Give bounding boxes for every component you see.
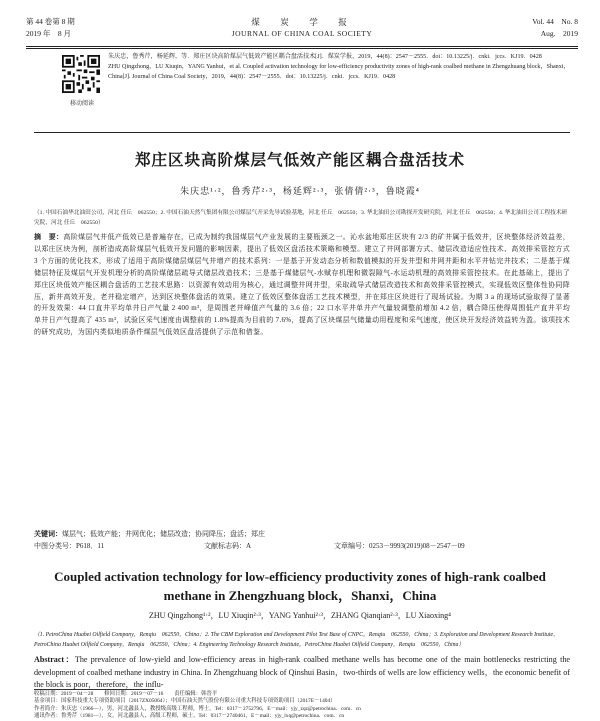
citation-cn: 朱庆忠，鲁秀芹，杨延辉，等．郑庄区块高阶煤层气低效产能区耦合盘活技术[J]．煤炭学报，2019，44(8)：2547－2555．doi：10.13225/j．cnki．jccs．KJ19．0428	[108, 54, 542, 60]
footnote-rule	[34, 689, 154, 690]
header-center	[26, 16, 578, 40]
header-right	[532, 16, 578, 40]
footnote-corresponding-author: 通讯作者：鲁秀芹（1981—），女，河北蠡县人，高级工程师，硕士。Tel：0317－2740461，E－mail：yjy_lxq@petrochina．com．cn	[34, 713, 345, 720]
abstract-cn-label: 摘 要：	[34, 233, 64, 241]
footnote-received: 收稿日期：2019－04－28 修回日期：2019－07－16 责任编辑：韩晋平	[34, 691, 218, 697]
running-header	[26, 16, 578, 46]
journal-title-cn: 煤 炭 学 报	[251, 17, 353, 27]
abstract-cn	[34, 232, 570, 339]
clc-number: 中图分类号：P618．11	[34, 542, 105, 550]
footnotes	[34, 691, 570, 721]
citation-rule	[34, 132, 570, 133]
paper-title-en: Coupled activation technology for low-efficiency productivity zones of high-rank coalbed methane in Zhengzhuang block，Shanxi，China	[54, 569, 546, 603]
abstract-en-text: The prevalence of low-yield and low-efficiency areas in high-rank coalbed methane wells has become one of the main bottlenecks restricting the development of coalbed methane industry in China. In Zhengzhuang block of Qinshui Basin，two-thirds of wells are low efficiency wells，the economic benefit of the block is poor，therefore，the influ-	[34, 655, 571, 689]
affiliations-en: （1. PetroChina Huabei Oilfield Company，Renqiu 062550，China；2. The CBM Exploration and Development Pilot Test Base of CNPC，Renqiu 062550，China；3. Exploration and Development Research Institute，PetroChina Huabei Oilfield Company，Renqiu 062550，China；4. Engineering Technology Research Institute，PetroChina Huabei Oilfield Company，Renqiu 062550，China）	[34, 632, 559, 648]
abstract-en-label: Abstract：	[34, 655, 75, 664]
qr-code-icon[interactable]	[62, 55, 100, 93]
authors-en: ZHU Qingzhong¹·²，LU Xiuqin²·³，YANG Yanhui²·³，ZHANG Qianqian²·³，LU Xiaoxing⁴	[149, 611, 451, 620]
citation-block	[108, 52, 578, 83]
citation-en: ZHU Qingzhong，LU Xiuqin，YANG Yanhui，et al. Coupled activation technology for low-efficiency productivity zones of high-rank coalbed methane in Zhengzhuang block，Shanxi，China[J]. Journal of China Coal Society，2019，44(8)：2547－2555．doi：10.13225/j．cnki．jccs．KJ19．0428	[108, 64, 570, 81]
authors-cn: 朱庆忠¹·²，鲁秀芹²·³，杨延辉²·³，张倩倩²·³，鲁晓霞⁴	[180, 186, 420, 196]
paper-title-cn: 郑庄区块高阶煤层气低效产能区耦合盘活技术	[134, 151, 465, 169]
header-rule-bottom	[26, 48, 578, 49]
affiliations-cn: （1. 中国石油华北油田公司，河北 任丘 062550；2. 中国石油天然气集团有限公司煤层气开采先导试验基地，河北 任丘 062550；3. 华北油田公司勘探开发研究院，河北 任丘 062550；4. 华北油田公司工程技术研究院，河北 任丘 062550）	[34, 210, 568, 226]
keywords-cn	[34, 529, 570, 539]
keywords-cn-text: 煤层气；低效产能；井网优化；储层改造；协同降压；盘活；郑庄	[62, 530, 265, 538]
abstract-cn-text: 高阶煤层气井低产低效已是普遍存在，已成为制约我国煤层气产业发展的主要瓶颈之一。沁水盆地郑庄区块有 2/3 的矿井属于低效井，区块整体经济效益差，以郑庄区块为例，剖析造成高阶煤层气低效开发问题的影响因素，提出了低效区盘活技术策略和模型。建立了井网部署方式、储层改造适应性技术、高效排采管控方式 3 个方面的优化技术，形成了适用于高阶煤储层煤层气井增产的技术系列：一是基于开发动态分析和数值模拟的开发井型和井网井距和水平井钻完井技术；二是基于煤储层特征及煤层气开发机理分析的高阶煤储层疏导式储层改造技术；三是基于煤储层气-水赋存机理和微裂隙气-水运动机理的高效排采管控技术。在此基础上，提出了郑庄区块低效产能区耦合盘活的工艺技术思路：以资源有效动用为核心，通过调整井网井型，采取疏导式储层改造技术和高效排采管控模式，实现低效区整体性协同降压，新井高效开发，老井稳定增产，达到区块整体盘活的效果。建立了低效区整体盘活工艺技术模型，并在郑庄区块进行了现场试验。为期 3 a 的现场试验取得了显著的开发效果：44 口直井平均单井日产气量 2 400 m³，是周围老井峰值产气量的 3.6 倍；22 口水平井单井产气量较调整前增加 4.2 倍，耦合降压使得周围低产直井平均单井日产气提高了 435 m³，试验区采气速度由调整前的 1.8%提高为目前的 7.6%，提高了区块煤层气储量动用程度和采气速度，使区块开发经济效益转为盈。该项技术的研究成功，为国内类似地质条件煤层气低效区盘活提供了示范和借鉴。	[34, 233, 571, 337]
journal-title-en: JOURNAL OF CHINA COAL SOCIETY	[231, 29, 373, 38]
date-en: Aug. 2019	[540, 29, 578, 38]
abstract-en	[34, 654, 570, 692]
qr-code-label: 移动阅读	[69, 101, 94, 107]
volume-en: Vol. 44 No. 8	[532, 17, 578, 26]
keywords-cn-label: 关键词：	[34, 530, 62, 538]
article-number: 文章编号：0253－9993(2019)08－2547－09	[334, 542, 465, 550]
date-cn: 2019 年 8 月	[26, 29, 71, 38]
document-code: 文献标志码：A	[204, 542, 252, 550]
footnote-first-author: 作者简介：朱庆忠（1966—），男，河北蠡县人，教授级高级工程师，博士。Tel：0317－2752796，E－mail：yjy_zqz@petrochina．com．cn	[34, 705, 361, 712]
header-rule-top	[26, 46, 578, 47]
footnote-funding: 基金项目：国家科技重大专项资助项目（2017ZX05064）；中国石油天然气股份有限公司重大科技专项资助项目（2017E－1404）	[34, 698, 336, 705]
volume-cn: 第 44 卷第 8 期	[26, 17, 75, 26]
